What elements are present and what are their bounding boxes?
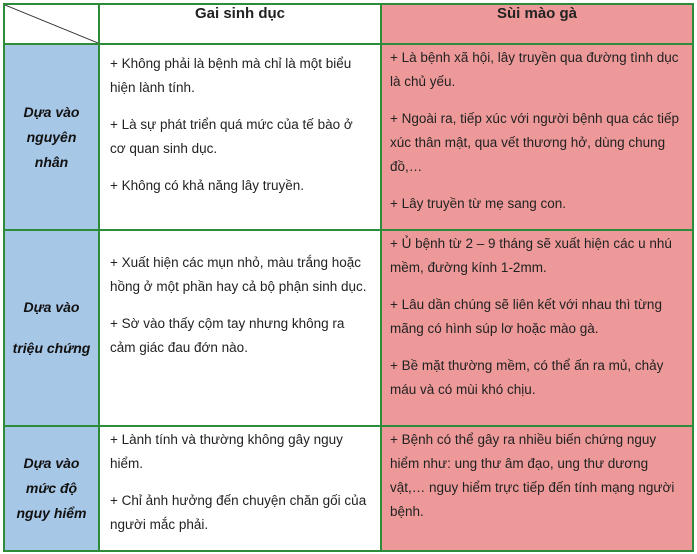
corner-cell xyxy=(4,4,99,44)
row-header-line: Dựa vào xyxy=(23,103,80,120)
list-item: + Lành tính và thường không gây nguy hiểm. xyxy=(110,432,343,471)
list-item: + Là bệnh xã hội, lây truyền qua đường tình dục là chủ yếu. xyxy=(390,50,679,89)
list-item: + Sờ vào thấy cộm tay nhưng không ra cảm giác đau đớn nào. xyxy=(110,316,345,355)
row-header-muc-do-nguy-hiem xyxy=(4,426,99,551)
row-header-line: mức độ xyxy=(25,480,78,496)
list-item: + Lây truyền từ mẹ sang con. xyxy=(390,196,567,211)
header-row xyxy=(4,4,693,44)
header-sui-mao-ga: Sùi mào gà xyxy=(381,4,693,44)
row-header-line: nguyên xyxy=(26,128,77,145)
row-header-line: Dựa vào xyxy=(23,299,80,315)
table-row xyxy=(4,44,693,230)
row-header-line: nguy hiểm xyxy=(16,505,87,521)
list-item: + Không có khả năng lây truyền. xyxy=(110,178,305,193)
list-item: + Không phải là bệnh mà chỉ là một biểu hiện lành tính. xyxy=(110,56,352,95)
header-gai-sinh-duc: Gai sinh dục xyxy=(99,4,381,44)
list-item: + Ủ bệnh từ 2 – 9 tháng sẽ xuất hiện các u nhú mềm, đường kính 1-2mm. xyxy=(390,236,672,275)
list-item: + Xuất hiện các mụn nhỏ, màu trắng hoặc hồng ở một phần hay cả bộ phận sinh dục. xyxy=(110,255,367,294)
cell-gai-trieu-chung xyxy=(99,230,381,426)
diagonal-divider xyxy=(5,5,98,43)
row-header-line: triệu chứng xyxy=(12,340,91,356)
list-item: + Bệnh có thể gây ra nhiều biến chứng nguy hiểm như: ung thư âm đạo, ung thư dương vật,… nguy hiểm trực tiếp đến tính mạng người bệnh. xyxy=(390,432,675,519)
list-item: + Chỉ ảnh hưởng đến chuyện chăn gối của người mắc phải. xyxy=(110,493,367,532)
row-header-trieu-chung xyxy=(4,230,99,426)
cell-sui-nguyen-nhan xyxy=(381,44,693,230)
row-header-nguyen-nhan xyxy=(4,44,99,230)
row-header-line: nhân xyxy=(34,153,69,170)
comparison-table xyxy=(3,3,694,552)
list-item: + Lâu dần chúng sẽ liên kết với nhau thì từng mãng có hình súp lơ hoặc mào gà. xyxy=(390,297,662,336)
list-item: + Bề mặt thường mềm, có thể ấn ra mủ, chảy máu và có mùi khó chịu. xyxy=(390,358,664,397)
table-row xyxy=(4,230,693,426)
list-item: + Là sự phát triển quá mức của tế bào ở cơ quan sinh dục. xyxy=(110,117,353,156)
table-row xyxy=(4,426,693,551)
cell-gai-nguyen-nhan xyxy=(99,44,381,230)
cell-sui-trieu-chung xyxy=(381,230,693,426)
cell-sui-muc-do xyxy=(381,426,693,551)
row-header-line: Dựa vào xyxy=(23,455,80,471)
cell-gai-muc-do xyxy=(99,426,381,551)
list-item: + Ngoài ra, tiếp xúc với người bệnh qua các tiếp xúc thân mật, qua vết thương hở, dùng chung đồ,… xyxy=(390,111,680,174)
